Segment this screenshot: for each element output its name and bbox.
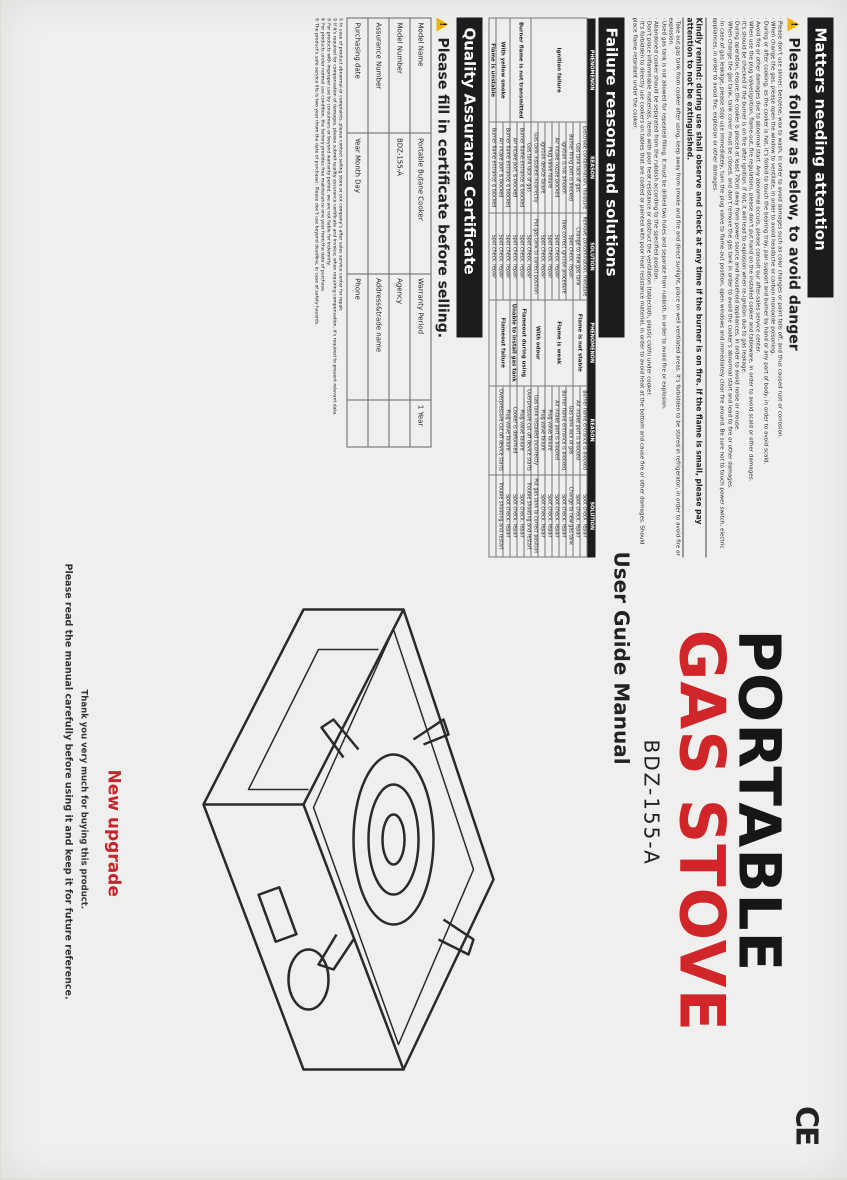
solution-cell: Spot check, repair [552,213,559,300]
table-row [489,18,496,557]
solution-cell: Remove contamination, moisture [580,213,587,300]
stove-top-outline [304,610,494,1070]
warning-triangle-icon [436,18,448,32]
stove-front-right [204,805,404,1070]
reason-cell: Overpressure cut off device starts [496,386,503,475]
readme-text: Please read the manual carefully before using it and keep it for future reference. [62,563,74,1000]
qa-cell: Phone [347,274,368,401]
solution-cell: Take correct ignition procedure [559,213,566,300]
solution-cell: Spot check, repair [538,213,545,300]
reason-cell: Gas tank lack of gas [573,122,580,213]
stove-tray [314,630,474,1045]
failure-header: Failure reasons and solutions [598,18,624,338]
burner-ring-mid [369,785,419,895]
solution-cell: Spot check, repair [545,475,552,557]
solution-cell: Spot check, repair [552,475,559,557]
solution-cell: Trouble shooting and restart [496,475,503,557]
failure-table [488,18,595,558]
remind-item: · Don't place inflammable materials, items with poor heat resistance or obstruct the ventilation (tablecloth, plastic cloth) under cooker. [645,17,652,397]
table-row [524,18,531,557]
reason-cell: Ignition device failure [538,122,545,213]
attention-item: · Please don't use sinner, benzene, wax to wash, in order to avoid damages such as color changes or paint falls off, and thus caused rust or corrosion. [776,17,783,439]
reason-cell: Air intake port is blocked [510,122,517,213]
solution-cell: Spot check, repair [538,475,545,557]
attention-item: · It's should be checked if the burner is on fire after ignition. If not, it will lead to explosion when re-ignition due to gas leakage. [740,17,747,374]
phenomenon-cell: With odour [531,300,545,386]
qa-cell: Purchasing date [347,18,368,133]
solution-cell: Spot check, repair [496,213,503,300]
qa-fill-note: Please fill in certificate before selling. [434,37,451,339]
table-row [580,18,587,557]
phenomenon-cell: Flame is weak [545,300,573,386]
solution-cell: Change to new gas tank [566,475,573,557]
reason-cell: Burner flame entrance is blocked [580,386,587,475]
reason-cell: Burner flame entrance is blocked [503,122,510,213]
title-portable: PORTABLE [725,629,794,973]
reason-cell: Ignition is not smooth [559,122,566,213]
solution-cell: Trouble shooting and restart [524,475,531,557]
attention-item: · During operation, ensure the cooker is placed at least 70cm away from power source and household appliances, in order to avoid noise or mouse. [733,17,740,432]
remind-item: · Take out gas tank from cooker after using, keep away from smoke and fire and direct sunlight, place on well ventilated areas. It's forbidden to be stored in refrigerator, in order to avoid fire or explosion. [667,17,681,556]
attention-item: · When change the gas, please open the window to ventilate, in order to avoid headache or carbon monoxide poisoning. [769,17,776,356]
reason-cell: Burner flame entrance is blocked [517,122,524,213]
reason-cell: Burner flame entrance is blocked [489,122,496,213]
attention-item: · In case of gas leakage, please stop use immediately, turn the plug valve to flame-out position, open windows and immediately clear fire around. Be sure not to touch power switch, electric appliances, in order to avoid fire, explosion or other damages. [711,17,725,549]
solution-cell: Spot check, repair [524,213,531,300]
warning-heading [786,18,802,558]
qa-note: ① In case of product abnormal or complaints, please contact selling store or our company's after sales service center for repair. [337,17,343,312]
phenomenon-cell: Unable to install gas tank [510,300,517,386]
remind-item: · Abandoned cooker should be separated from the rubbish according to the specified position. [652,17,659,282]
qa-cell [368,400,389,447]
reason-cell: Overpressure cut off device starts [524,386,531,475]
qa-fill-heading [434,18,450,558]
attention-item: · Avoid fire or other damages due to abnormal start. Any abnormal occurs, please consult our after-sales service center. [754,17,761,354]
column-header: PHENOMENON [587,18,596,122]
reason-cell: Gas tank lack of gas [566,386,573,475]
qa-row [368,18,389,447]
solution-cell: Spot check, repair [580,475,587,557]
reason-cell: Air intake port is blocked [573,386,580,475]
reason-cell: Cooker is deformed [510,386,517,475]
qa-cell: Year Month Day [347,133,368,273]
stove-front-left [204,610,404,805]
kind-remind: Kindly remind: during use shall observe and check at any time if the burner is on fire. If the flame is small, please pay attention to not be extinguished. [682,18,706,558]
phenomenon-cell: Ignition failure [531,18,587,122]
warning-triangle-icon [788,18,800,32]
qa-cell [368,133,389,273]
attention-item: · When use the plug valve(ignition, flame-out, fire regulation), please don't put hand on the installed cooker and tableware, in order to avoid scald or other damages. [747,17,754,482]
qa-cell: Model Number [389,18,410,133]
reason-cell: Gas tank installed incorrectly [531,386,538,475]
control-knob [289,950,329,1010]
gas-tank-cover [249,650,379,790]
empty-cell [489,300,496,386]
qa-note: ⑤ The product's safe service life is two year (from the date of purchase). Please don't use beyond deadline, in case of safety hazards. [313,17,319,326]
pan-support-3 [319,935,354,970]
reason-cell: Gas tank lack of gas [524,122,531,213]
phenomenon-cell: Flame is unstable [489,18,496,122]
pan-support-2 [439,920,474,955]
reason-cell: Electrode contamination, moisture [580,122,587,213]
reason-cell: Plug valve failure [545,386,552,475]
column-header: SOLUTION [587,475,596,557]
reason-cell: Plug valve failure [545,122,552,213]
solution-cell: Spot check, repair [545,213,552,300]
attention-list [710,18,782,558]
reason-cell: Plug valve failure [503,386,510,475]
solution-cell: Spot check, repair [573,475,580,557]
reason-cell: Air intake port is blocked [496,122,503,213]
column-header: REASON [587,386,596,475]
solution-cell: Spot check, repair [566,213,573,300]
qa-header: Quality Assurance Certificate [456,18,482,338]
qa-note: ③ For products with improper use by consumers or beyond warranty period, we are not liable for indemnity. [325,17,331,266]
new-upgrade-label: New upgrade [103,769,124,897]
manual-sheet [1,0,847,1180]
warning-text: Please follow as below, to avoid danger [785,37,802,351]
solution-cell: Spot check, repair [489,213,496,300]
qa-cell: Warranty Period [410,274,431,401]
reason-cell: Plug valve failure [517,386,524,475]
solution-cell: Spot check, repair [503,213,510,300]
burner-ring-outer [354,755,434,925]
qa-cell: BDZ-155-A [389,133,410,273]
phenomenon-cell: Burner flame is not transmitted [510,18,531,122]
qa-notes [312,18,342,558]
reason-cell: Burner flame entrance is blocked [559,386,566,475]
solution-cell: Spot check, repair [503,475,510,557]
solution-cell: Change to new gas tank [573,213,580,300]
phenomenon-cell: Flame is not stable [573,300,587,386]
attention-header: Matters needing attention [808,18,834,298]
reason-cell: Gas tank installed incorrectly [531,122,538,213]
reason-cell: Burner firing port is blocked [566,122,573,213]
reason-cell: Air intake port is blocked [552,386,559,475]
qa-cell: Address&trade name [368,274,389,401]
column-header: REASON [587,122,596,213]
burner-ring-inner [383,815,405,865]
qa-cell: Portable Butane Cooker [410,133,431,273]
stove-illustration [134,550,554,1110]
user-guide-title: User Guide Manual [609,551,634,765]
ce-mark: CE [788,1105,824,1145]
remind-list [630,18,680,558]
attention-item: · When change the gas tank, tank cover must be closed, and don't remove the gas tank in order to avoid the cooker's abnormal start and lead to fire or other damages. [726,17,733,489]
reason-cell: Plug valve failure [538,386,545,475]
column-header: SOLUTION [587,213,596,300]
thanks-text: Thank you very much for buying this product. [78,689,89,910]
qa-row [347,18,368,447]
table-row [503,18,510,557]
solution-cell: Spot check, repair [510,475,517,557]
qa-cell: Assurance Number [368,18,389,133]
qa-cell [389,400,410,447]
qa-table [346,18,431,448]
qa-cell: Model Name [410,18,431,133]
qa-note: ② If it's required for compensation of damages, please submit quality assurance certificate and invoice; when requiring compensation, it's required to present relevant data. [331,17,337,416]
solution-cell: Put gas tank to correct position [531,213,538,300]
column-header: PHENOMENON [587,300,596,386]
solution-cell: Spot check, repair [510,213,517,300]
qa-note: ④ For products under normal use condition, the factory provides free maintenance one year from the date of purchase. [319,17,325,293]
qa-row [410,18,431,447]
cover-page [9,551,834,1165]
solution-cell: Spot check, repair [559,475,566,557]
phenomenon-cell: Flameout during using [517,300,531,386]
attention-item: · During or after cooking, as the cooker is hot, it's forbid to touch the bearing tray, pan support and burner by hand or any part of body, in order to avoid scald. [762,17,769,465]
phenomenon-cell: With yellow smoke [496,18,510,122]
title-gas-stove: GAS STOVE [665,629,739,1032]
empty-cell [489,475,496,557]
remind-item: · It's forbidden to directly use cookers on tables that are coated or painted with poor heat resistance material, in order to avoid heat at the bottom and cause fire or other damages. Should place flame retardant under the cooker. [631,17,645,545]
model-number: BDZ-155-A [639,739,664,866]
qa-cell: 1 Year [410,400,431,447]
failure-header-row [587,18,596,557]
qa-cell [347,400,368,447]
pan-support-4 [322,720,359,758]
instructions-page [9,18,834,558]
remind-item: · Used gas tank is not allowed for repeated filling. It must be drilled two holes and separate from rubbish, in order to avoid fire or explosion. [660,17,667,410]
phenomenon-cell: Flameout failure [496,300,510,386]
qa-row [389,18,410,447]
solution-cell: Spot check, repair [517,213,524,300]
solution-cell: Spot check, repair [517,475,524,557]
qa-cell: Agency [389,274,410,401]
control-lever [259,887,297,942]
solution-cell: Put gas tank to correct position [531,475,538,557]
reason-cell: Air intake nozzle blocked [552,122,559,213]
empty-cell [489,386,496,475]
